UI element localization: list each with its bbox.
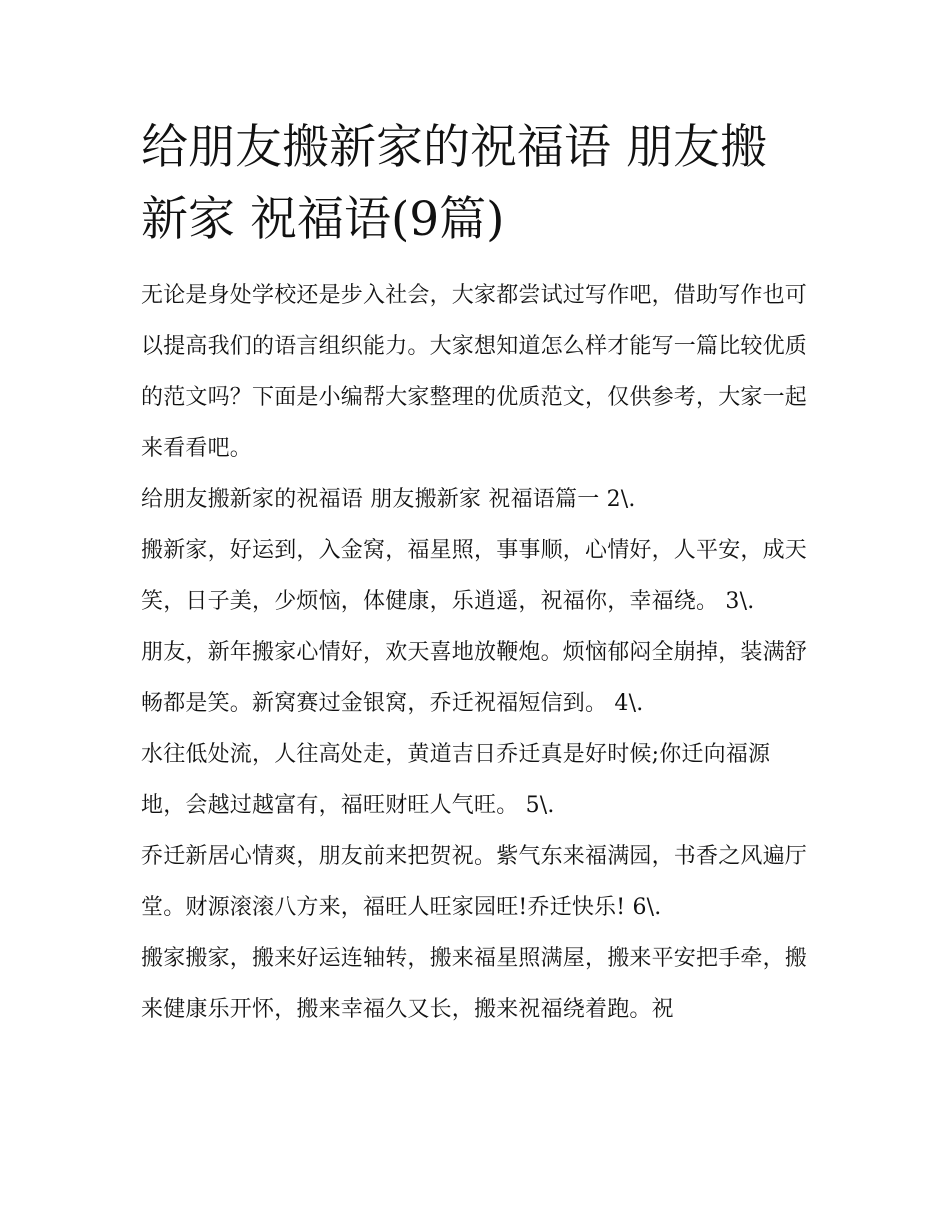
blessing-paragraph-3: 朋友，新年搬家心情好，欢天喜地放鞭炮。烦恼郁闷全崩掉，装满舒畅都是笑。新窝赛过金银窝，乔迁祝福短信到。 4\. bbox=[141, 640, 808, 716]
document-body bbox=[141, 112, 813, 1035]
blessing-paragraph-4: 水往低处流，人往高处走，黄道吉日乔迁真是好时候;你迁向福源地，会越过越富有，福旺财旺人气旺。 5\. bbox=[141, 742, 771, 818]
document-title: 给朋友搬新家的祝福语 朋友搬新家 祝福语(9篇) bbox=[141, 120, 767, 247]
blessing-paragraph-6: 搬家搬家，搬来好运连轴转，搬来福星照满屋，搬来平安把手牵，搬来健康乐开怀，搬来幸福久又长，搬来祝福绕着跑。祝 bbox=[141, 946, 808, 1022]
blessing-paragraph-5: 乔迁新居心情爽，朋友前来把贺祝。紫气东来福满园，书香之风遍厅堂。财源滚滚八方来，福旺人旺家园旺!乔迁快乐! 6\. bbox=[141, 844, 808, 920]
intro-paragraph: 无论是身处学校还是步入社会，大家都尝试过写作吧，借助写作也可以提高我们的语言组织能力。大家想知道怎么样才能写一篇比较优质的范文吗？下面是小编帮大家整理的优质范文，仅供参考，大家一起来看看吧。 bbox=[141, 283, 808, 461]
blessing-paragraph-2: 搬新家，好运到，入金窝，福星照，事事顺，心情好，人平安，成天笑，日子美，少烦恼，体健康，乐逍遥，祝福你，幸福绕。 3\. bbox=[141, 538, 808, 614]
section-heading: 给朋友搬新家的祝福语 朋友搬新家 祝福语篇一 2\. bbox=[141, 487, 636, 512]
